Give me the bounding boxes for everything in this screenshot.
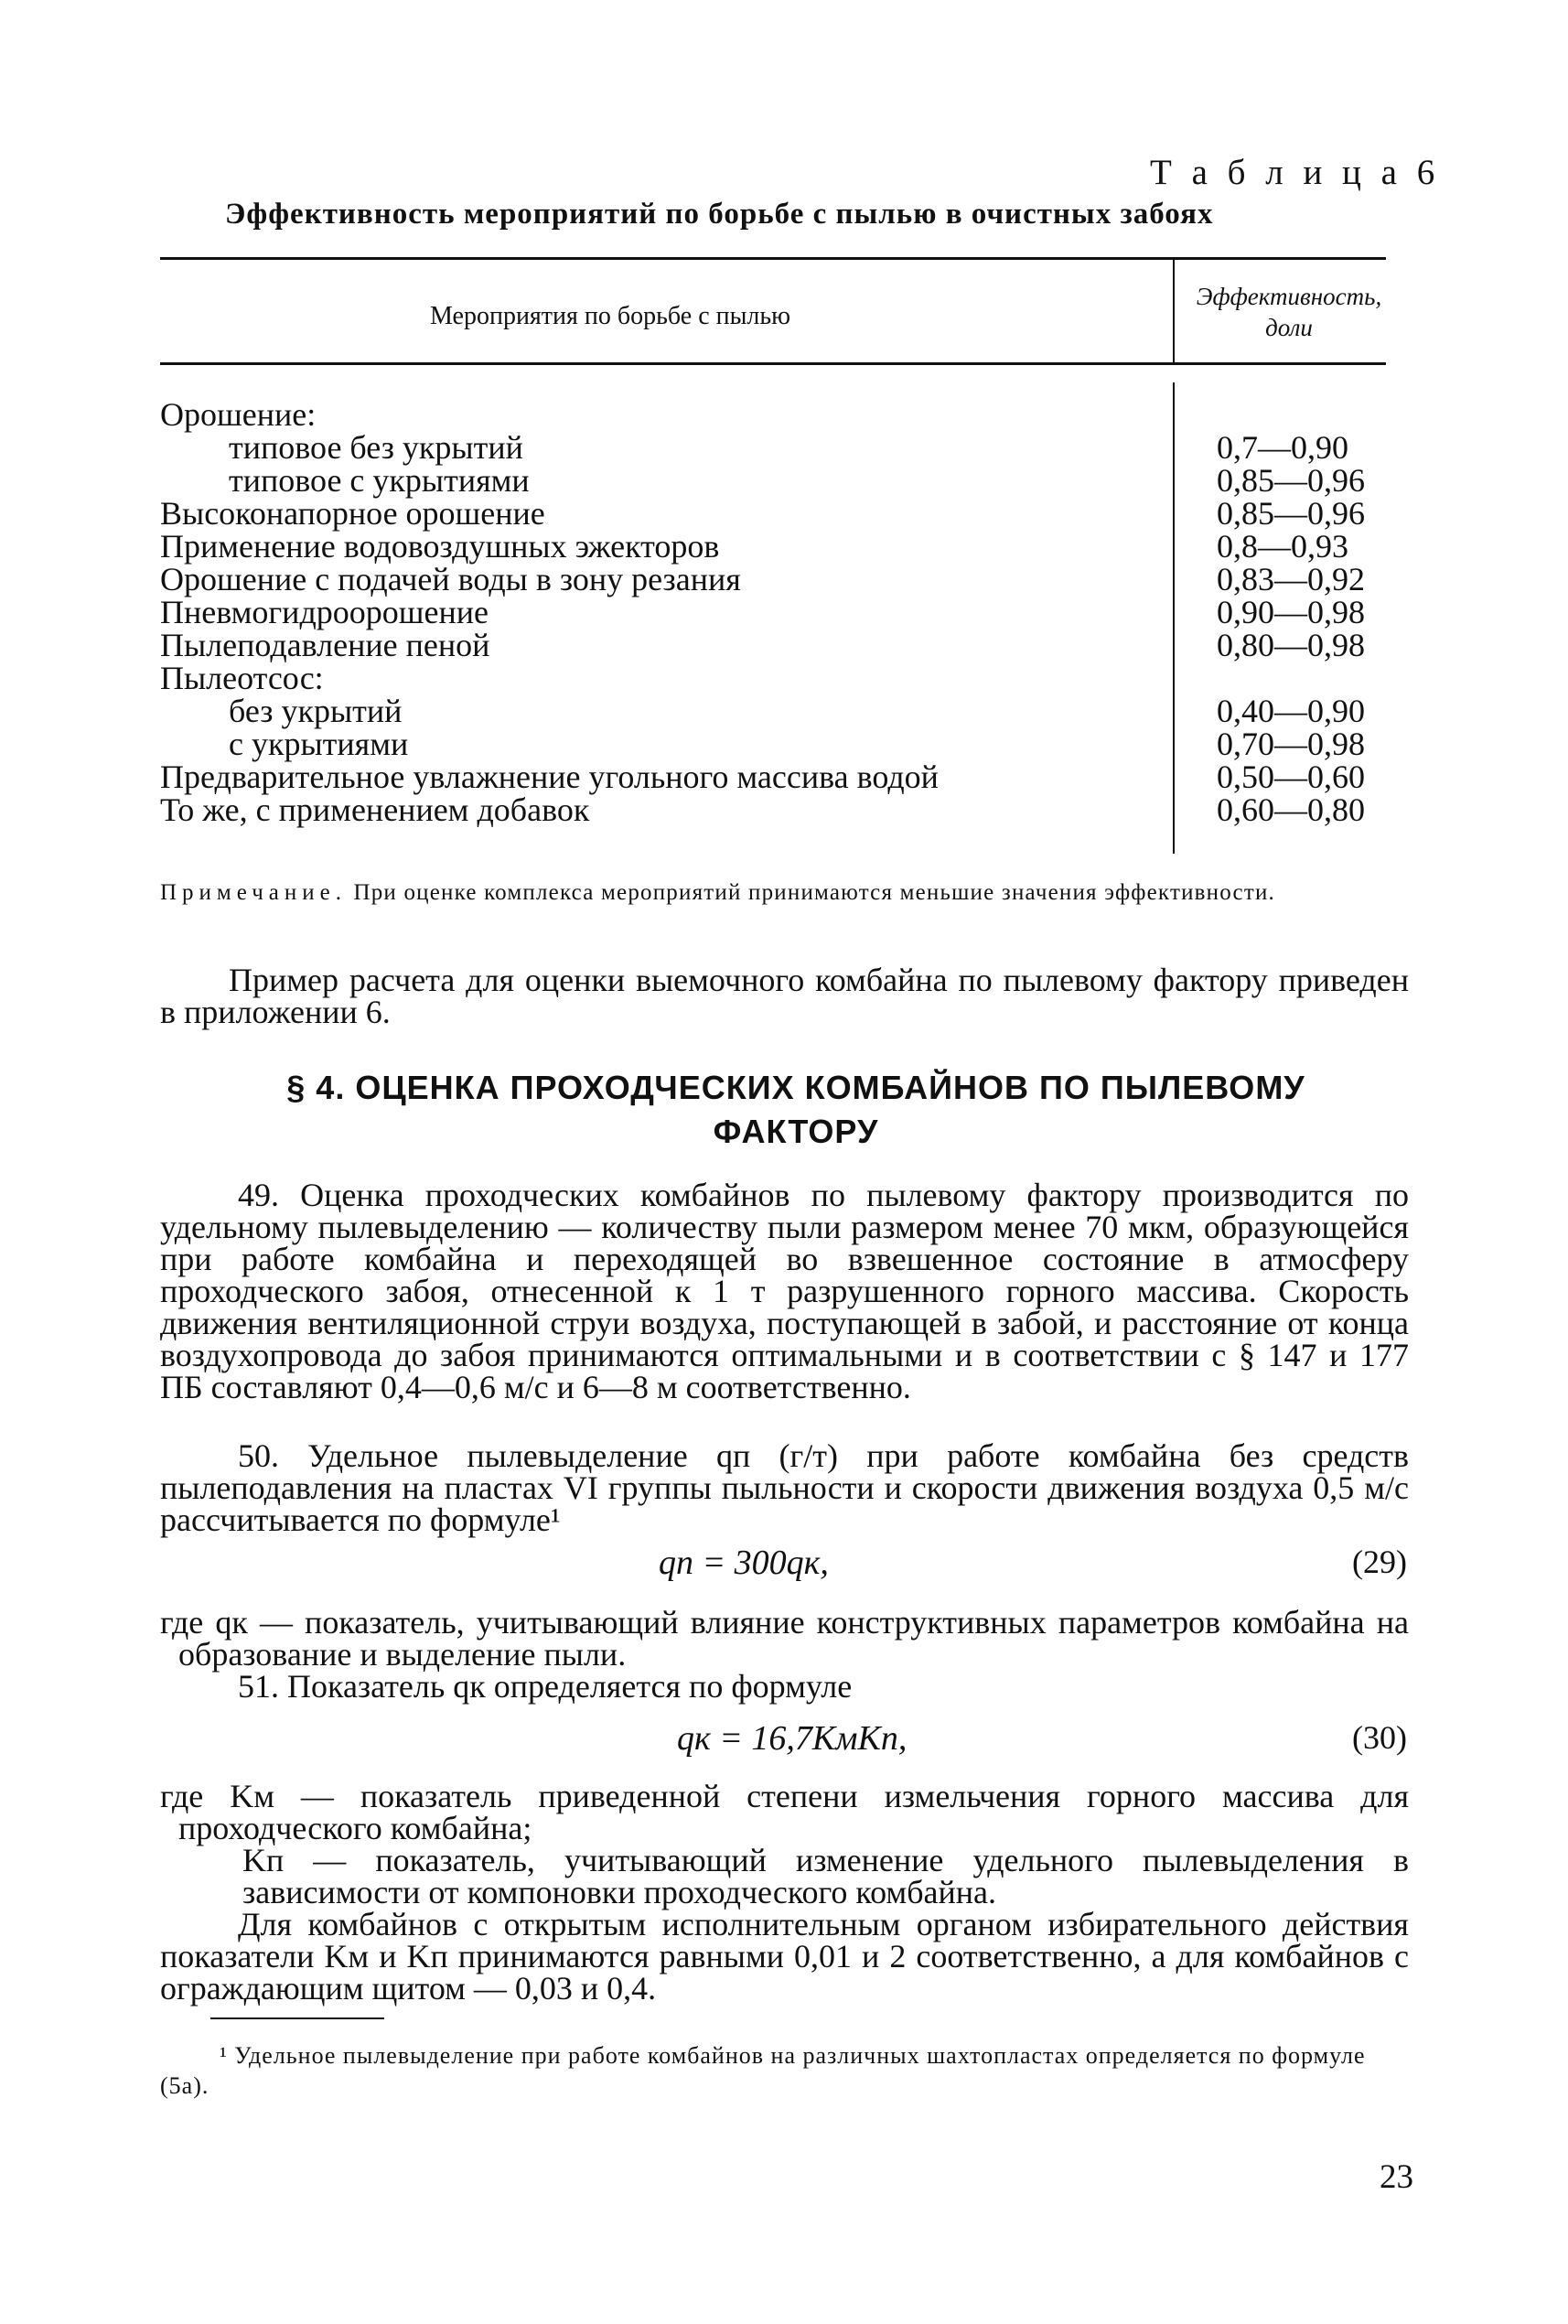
table-row-name: типовое без укрытий <box>229 429 523 466</box>
example-paragraph: Пример расчета для оценки выемочного комбайна по пылевому фактору приведен в приложении 6. <box>160 962 1409 1030</box>
table-row-value: 0,8—0,93 <box>1217 528 1348 565</box>
page-number: 23 <box>1380 2158 1413 2196</box>
table-row-name: Применение водовоздушных эжекторов <box>160 528 720 565</box>
table-row-name: Пневмогидроорошение <box>160 594 489 630</box>
footnote-rule <box>210 2017 384 2019</box>
paragraph-49: 49. Оценка проходческих комбайнов по пылевому фактору производится по удельному пылевыделению — количеству пыли размером менее 70 мкм, образующейся при работе комбайна и переходящей во взвешенное состояние в атмосферу проходческого забоя, отнесенной к 1 т разрушенного горного массива. Скорость движения вентиляционной струи воздуха, поступающей в забой, и расстояние от конца воздухопровода до забоя принимаются оптимальными и в соответствии с § 147 и 177 ПБ составляют 0,4—0,6 м/с и 6—8 м соответственно. <box>160 1177 1409 1405</box>
column-header-efficiency: Эффективность, доли <box>1196 283 1382 341</box>
formula-30: qк = 16,7KмKп, <box>677 1719 908 1758</box>
table-column-divider <box>1173 382 1175 854</box>
table-row-value: 0,85—0,96 <box>1217 462 1365 499</box>
table-row-name: Высоконапорное орошение <box>160 495 545 532</box>
table-top-rule <box>160 257 1386 260</box>
table-row-value: 0,85—0,96 <box>1217 495 1365 532</box>
table-row-name: Орошение с подачей воды в зону резания <box>160 561 741 597</box>
column-header-measures: Мероприятия по борьбе с пылью <box>430 302 791 330</box>
definition-qk: где qк — показатель, учитывающий влияние конструктивных параметров комбайна на образование и выделение пыли. <box>160 1604 1409 1673</box>
table-header-rule <box>160 362 1386 365</box>
table-row-value: 0,83—0,92 <box>1217 561 1365 597</box>
table-row-value: 0,40—0,90 <box>1217 693 1365 729</box>
table-row-value: 0,7—0,90 <box>1217 429 1348 466</box>
table-row-value: 0,90—0,98 <box>1217 594 1365 630</box>
combine-parameters-paragraph: Для комбайнов с открытым исполнительным органом избирательного действия показатели Kм и Kп принимаются равными 0,01 и 2 соответственно, а для комбайнов с ограждающим щитом — 0,03 и 0,4. <box>160 1906 1409 2007</box>
table-row-name: с укрытиями <box>229 726 409 762</box>
definition-kp: Kп — показатель, учитывающий изменение удельного пылевыделения в зависимости от компоновки проходческого комбайна. <box>242 1842 1409 1910</box>
table-row-value: 0,50—0,60 <box>1217 759 1365 795</box>
table-note <box>160 878 1418 907</box>
table-row-value: 0,80—0,98 <box>1217 627 1365 663</box>
table-row-name: То же, с применением добавок <box>160 791 590 828</box>
table-row-value: 0,60—0,80 <box>1217 791 1365 828</box>
table-row-name: типовое с укрытиями <box>229 462 530 499</box>
table-column-divider <box>1173 260 1175 362</box>
table-note-label: Примечание. <box>160 880 348 905</box>
equation-number-29: (29) <box>1352 1544 1407 1580</box>
table-row-name: Орошение: <box>160 396 317 433</box>
definition-km: где Kм — показатель приведенной степени измельчения горного массива для проходческого комбайна; <box>160 1778 1409 1846</box>
table-label: Т а б л и ц а 6 <box>1150 153 1441 192</box>
table-note-text: При оценке комплекса мероприятий принимаются меньшие значения эффективности. <box>347 880 1276 905</box>
footnote: ¹ Удельное пылевыделение при работе комбайнов на различных шахтопластах определяется по формуле (5а). <box>160 2042 1366 2099</box>
paragraph-51: 51. Показатель qк определяется по формуле <box>238 1668 853 1705</box>
table-row-value: 0,70—0,98 <box>1217 726 1365 762</box>
equation-number-30: (30) <box>1352 1719 1407 1756</box>
table-row-name: Пылеотсос: <box>160 660 324 696</box>
table-row-name: без укрытий <box>229 693 403 729</box>
section-title: § 4. ОЦЕНКА ПРОХОДЧЕСКИХ КОМБАЙНОВ ПО ПЫЛЕВОМУ ФАКТОРУ <box>286 1069 1305 1150</box>
table-row-name: Предварительное увлажнение угольного массива водой <box>160 759 939 795</box>
table-row-name: Пылеподавление пеной <box>160 627 490 663</box>
formula-29: qп = 300qк, <box>659 1544 829 1582</box>
table-title: Эффективность мероприятий по борьбе с пылью в очистных забоях <box>225 198 1214 231</box>
paragraph-50: 50. Удельное пылевыделение qп (г/т) при работе комбайна без средств пылеподавления на пластах VI группы пыльности и скорости движения воздуха 0,5 м/с рассчитывается по формуле¹ <box>160 1437 1409 1538</box>
